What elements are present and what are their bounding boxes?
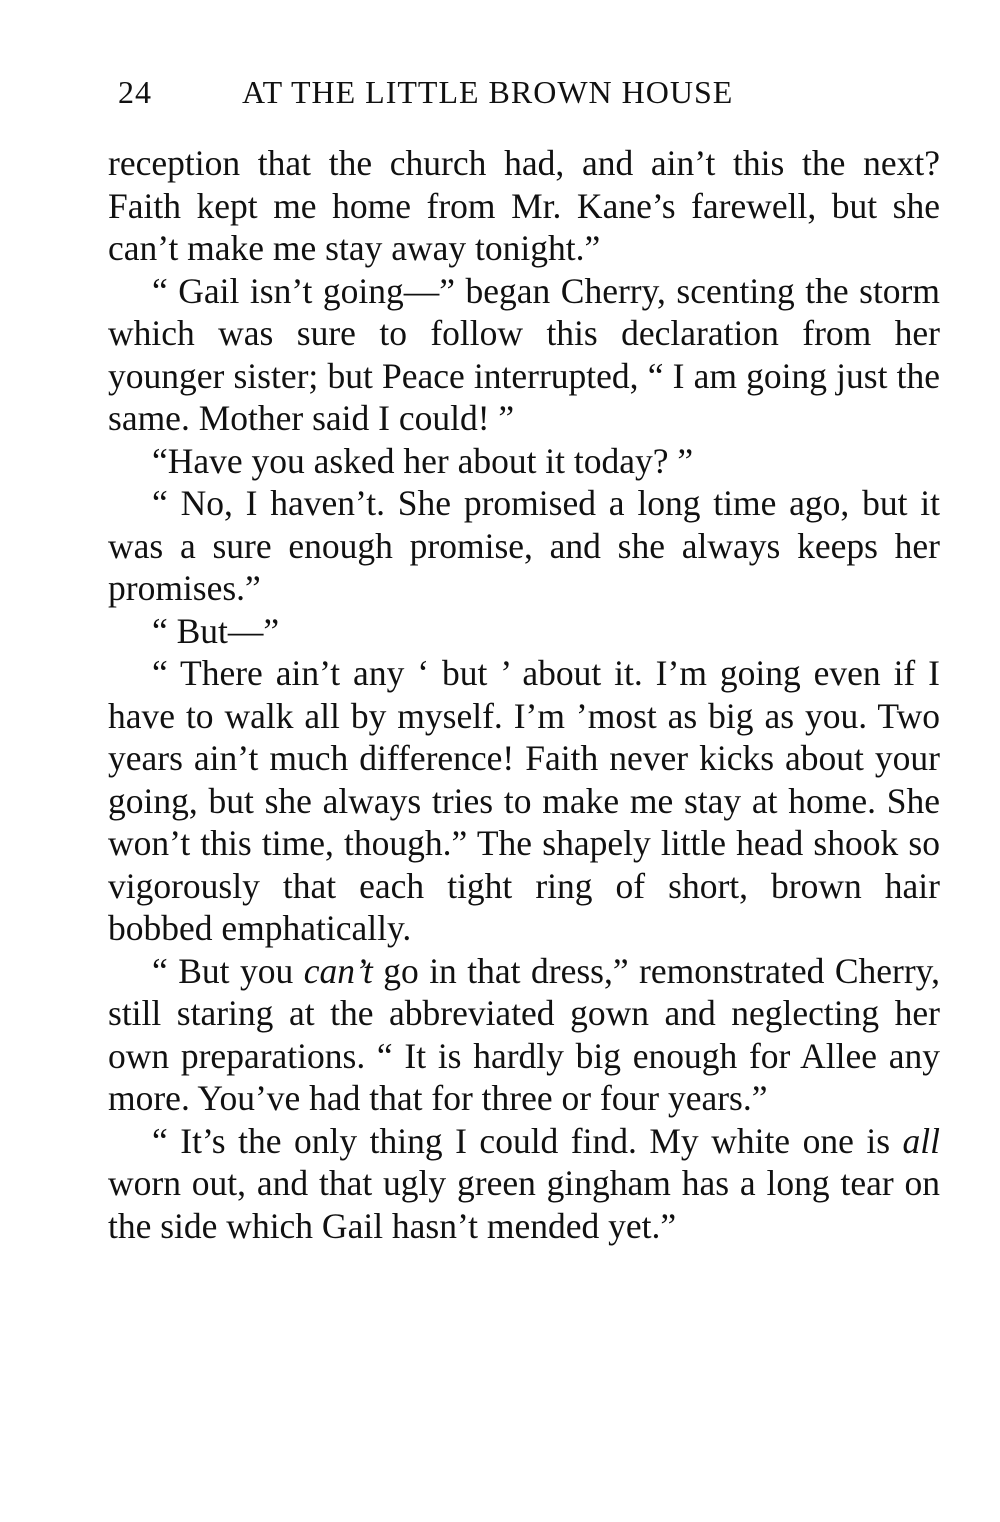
body-text — [108, 142, 940, 1247]
italic-text: all — [902, 1120, 940, 1161]
paragraph: “ There ain’t any ‘ but ’ about it. I’m going even if I have to walk all by myself. I’m ’most as big as you. Two years ain’t much difference! Faith never kicks about your going, but she always tries to make me stay at home. She won’t this time, though.” The shapely little head shook so vigorously that each tight ring of short, brown hair bobbed emphatically. — [108, 653, 940, 948]
running-title: AT THE LITTLE BROWN HOUSE — [242, 74, 734, 110]
paragraph — [108, 1120, 940, 1248]
running-head — [118, 74, 938, 118]
text-run: “ But you — [152, 950, 304, 991]
italic-text: can’t — [303, 950, 373, 991]
paragraph — [108, 950, 940, 1120]
paragraph: “ No, I haven’t. She promised a long time ago, but it was a sure enough promise, and she always keeps her promises.” — [108, 483, 940, 608]
text-run: worn out, and that ugly green gingham has a long tear on the side which Gail hasn’t mended yet.” — [108, 1163, 940, 1246]
paragraph: “ Gail isn’t going—” began Cherry, scenting the storm which was sure to follow this declaration from her younger sister; but Peace interrupted, “ I am going just the same. Mother said I could! ” — [108, 270, 940, 438]
text-run: go in that dress,” remonstrated Cherry, still staring at the abbreviated gown and neglecting her own preparations. “ It is hardly big enough for Allee any more. You’ve had that for three or four years.” — [108, 950, 940, 1118]
text-run: “ It’s the only thing I could find. My white one is — [152, 1120, 903, 1161]
paragraph: “ But—” — [152, 610, 280, 651]
page-number: 24 — [118, 74, 152, 110]
paragraph-continued: reception that the church had, and ain’t this the next? Faith kept me home from Mr. Kane’s farewell, but she can’t make me stay away tonight.” — [108, 143, 940, 268]
paragraph: “Have you asked her about it today? ” — [152, 440, 694, 481]
